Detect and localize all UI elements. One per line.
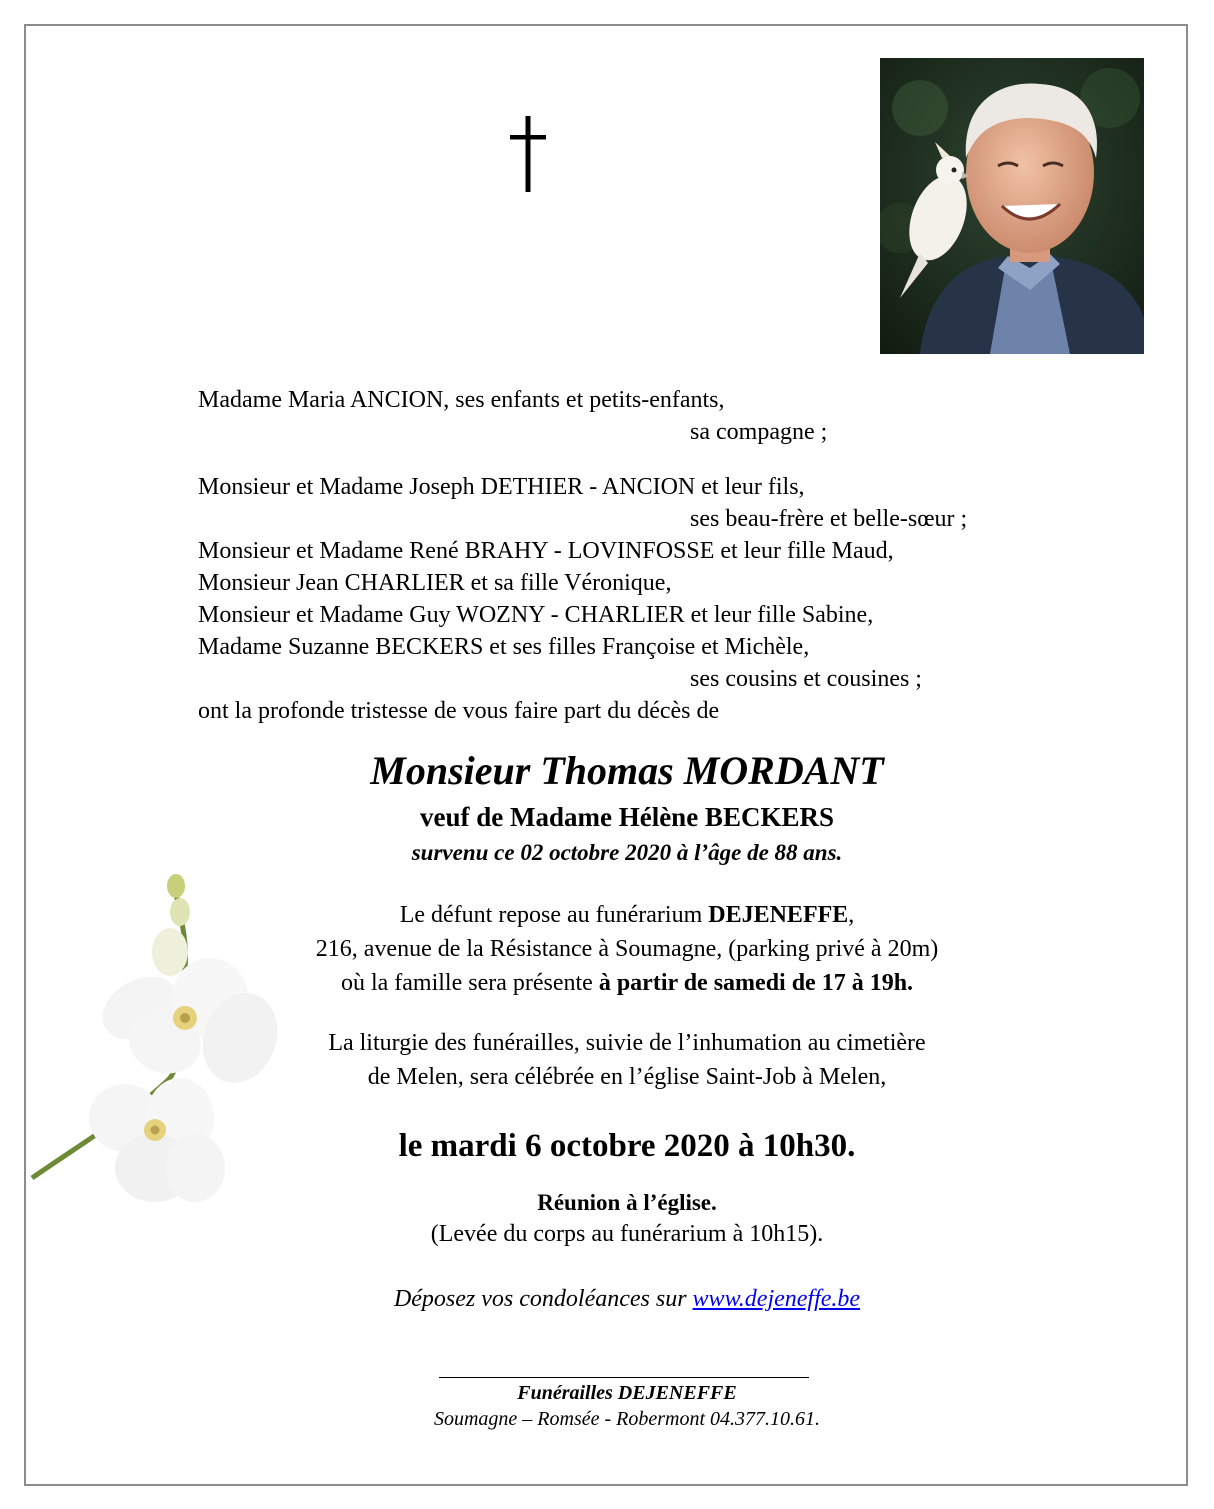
announcement-line: ont la profonde tristesse de vous faire part du décès de (198, 698, 720, 724)
family-line: Madame Maria ANCION, ses enfants et petits-enfants, (198, 387, 725, 413)
condolences-link[interactable]: www.dejeneffe.be (692, 1286, 861, 1312)
levee-note: (Levée du corps au funérarium à 10h15). (430, 1221, 824, 1247)
liturgy-line-1: La liturgie des funérailles, suivie de l’inhumation au cimetière (328, 1030, 926, 1056)
family-line: Monsieur et Madame Joseph DETHIER - ANCION et leur fils, (198, 474, 805, 500)
family-announcement (198, 384, 1098, 727)
ceremony-date: le mardi 6 octobre 2020 à 10h30. (398, 1128, 856, 1164)
repose-paragraph (0, 898, 1214, 1000)
latin-cross-icon (510, 116, 546, 192)
reunion-note: Réunion à l’église. (537, 1190, 717, 1215)
family-line: Monsieur et Madame Guy WOZNY - CHARLIER et leur fille Sabine, (198, 602, 874, 628)
family-line: Monsieur et Madame René BRAHY - LOVINFOSSE et leur fille Maud, (198, 538, 894, 564)
funeral-firm-name: Funérailles DEJENEFFE (517, 1382, 737, 1404)
family-line: Madame Suzanne BECKERS et ses filles Françoise et Michèle, (198, 634, 810, 660)
condolences-text: Déposez vos condoléances sur (393, 1286, 693, 1312)
family-line: Monsieur Jean CHARLIER et sa fille Véronique, (198, 570, 672, 596)
family-relation: sa compagne ; (690, 419, 828, 445)
funeral-home-name: DEJENEFFE (708, 902, 849, 928)
liturgy-paragraph (0, 1026, 1214, 1094)
liturgy-line-2: de Melen, sera célébrée en l’église Saint-Job à Melen, (367, 1064, 887, 1090)
date-of-death: survenu ce 02 octobre 2020 à l’âge de 88 ans. (411, 840, 843, 865)
family-relation: ses cousins et cousines ; (690, 666, 922, 692)
repose-address: 216, avenue de la Résistance à Soumagne, (parking privé à 20m) (315, 936, 939, 962)
funeral-firm-address: Soumagne – Romsée - Robermont 04.377.10.61. (433, 1408, 821, 1430)
widow-of: veuf de Madame Hélène BECKERS (420, 802, 834, 832)
footer-divider (439, 1377, 809, 1378)
visiting-hours: à partir de samedi de 17 à 19h. (598, 970, 914, 996)
family-relation: ses beau-frère et belle-sœur ; (690, 506, 968, 532)
repose-line-3: où la famille sera présente à partir de samedi de 17 à 19h. (340, 970, 914, 996)
deceased-name: Monsieur Thomas MORDANT (370, 748, 884, 793)
condolences-line (0, 1282, 1214, 1316)
repose-line-1: Le défunt repose au funérarium DEJENEFFE, (399, 902, 855, 928)
portrait-photo (880, 58, 1144, 354)
